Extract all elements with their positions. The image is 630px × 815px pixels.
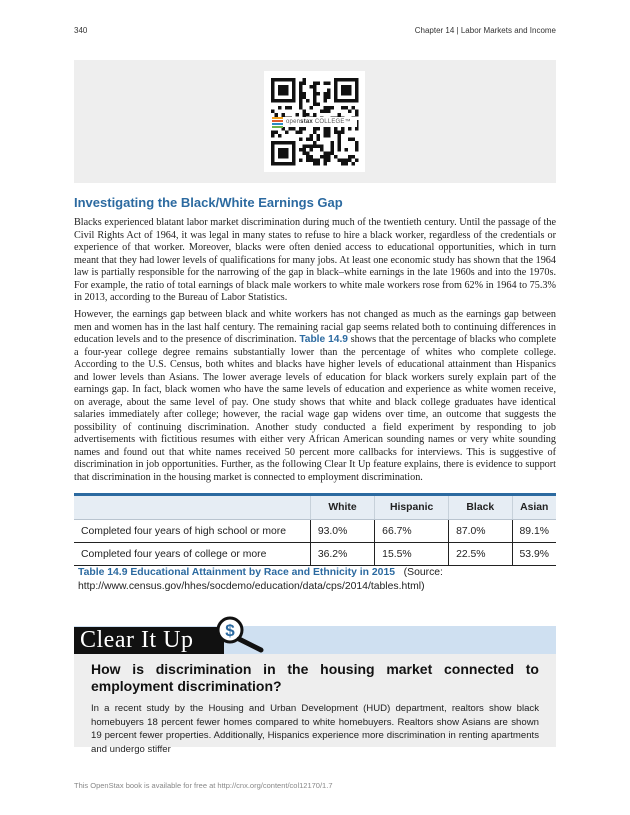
- page-number: 340: [74, 26, 88, 35]
- magnifier-dollar-icon: [214, 614, 264, 654]
- paragraph-2: [74, 309, 556, 484]
- table-cell: 89.1%: [512, 520, 556, 543]
- paragraph-1: Blacks experienced blatant labor market discrimination during much of the twentieth century. Until the passage of the Civil Rights Act of 1964, it was legal in many states to refuse to hire a black worker, regardless of the credentials or experience of that worker. Moreover, blacks were often denied access to educational opportunities, which in turn meant that they had lower levels of qualifications for many jobs. At least one economic study has shown that the 1964 law is partially responsible for the narrowing of the gap in black–white earnings in the late 1960s and into the 1970s. For example, the ratio of total earnings of black male workers to white male workers rose from 62% in 1964 to 75.3% in 2013, according to the Bureau of Labor Statistics.: [74, 217, 556, 303]
- table-row: [74, 520, 556, 543]
- table-caption: [78, 566, 556, 594]
- table-cell: 87.0%: [449, 520, 512, 543]
- dollar-symbol: $: [225, 621, 235, 640]
- table-header-blank: [74, 495, 310, 520]
- clear-it-up-label: Clear It Up: [74, 627, 224, 654]
- educational-attainment-table: [74, 493, 556, 566]
- openstax-logo: [272, 117, 357, 127]
- footer-note: This OpenStax book is available for free at http://cnx.org/content/col12170/1.7: [74, 781, 333, 790]
- section-title: Investigating the Black/White Earnings Gap: [74, 195, 343, 210]
- table-cell: Completed four years of high school or more: [74, 520, 310, 543]
- table-cell: 36.2%: [310, 543, 374, 566]
- openstax-bars-icon: [272, 117, 283, 128]
- table-header-hispanic: Hispanic: [375, 495, 449, 520]
- paragraph-2-text-b: shows that the percentage of blacks who complete a four-year college degree remains substantially lower than the percentage of whites who complete college. According to the U.S. Census, both whites and blacks have higher levels of educational attainment than Hispanics and lower levels than Asians. The lower average levels of education for black workers surely explain part of the earnings gap. In fact, black women who have the same levels of education and experience as white women receive, on average, about the same level of pay. One study shows that white and black college graduates have identical salaries immediately after college; however, the racial wage gap widens over time, an outcome that suggests the possibility of continuing discrimination. Another study conducted a field experiment by responding to job advertisements with fictitious resumes with either very African American sounding names or very white sounding names and found out that white names received 50 percent more callbacks for interviews. This is suggestive of discrimination in job opportunities. Further, as the following Clear It Up feature explains, there is evidence to support that discrimination in the housing market is connected to employment discrimination.: [74, 334, 557, 483]
- qr-code-panel: [74, 60, 556, 183]
- table-cell: Completed four years of college or more: [74, 543, 310, 566]
- table-caption-source: (Source: http://www.census.gov/hhes/socdemo/education/data/cps/2014/tables.html): [78, 567, 443, 592]
- qr-code[interactable]: [264, 71, 365, 172]
- table-row: [74, 543, 556, 566]
- table-header-row: [74, 495, 556, 520]
- table-cell: 93.0%: [310, 520, 374, 543]
- clear-it-up-answer: In a recent study by the Housing and Urban Development (HUD) department, realtors show black homebuyers 18 percent fewer homes compared to white homebuyers. Realtors show Asians are shown 19 percent fewer properties. Additionally, Hispanics experience more discrimination in renting apartments and undergo stiffer: [91, 703, 539, 755]
- table-cell: 15.5%: [375, 543, 449, 566]
- table-header-black: Black: [449, 495, 512, 520]
- table-cell: 53.9%: [512, 543, 556, 566]
- chapter-header: Chapter 14 | Labor Markets and Income: [414, 26, 556, 35]
- table-cell: 22.5%: [449, 543, 512, 566]
- openstax-wordmark: openstax COLLEGE™: [286, 119, 351, 125]
- table-header-asian: Asian: [512, 495, 556, 520]
- table-reference-link[interactable]: Table 14.9: [299, 334, 348, 345]
- clear-it-up-question: How is discrimination in the housing market connected to employment discrimination?: [91, 661, 539, 694]
- table-caption-title: Table 14.9 Educational Attainment by Race and Ethnicity in 2015: [78, 567, 395, 578]
- table-cell: 66.7%: [375, 520, 449, 543]
- paragraph-2-text-a: However, the earnings gap between black and white workers has not changed as much as the earnings gap between men and women has in the last half century. The remaining racial gap seems related both to continuing differences in education levels and to the presence of discrimination.: [74, 309, 556, 345]
- table-header-white: White: [310, 495, 374, 520]
